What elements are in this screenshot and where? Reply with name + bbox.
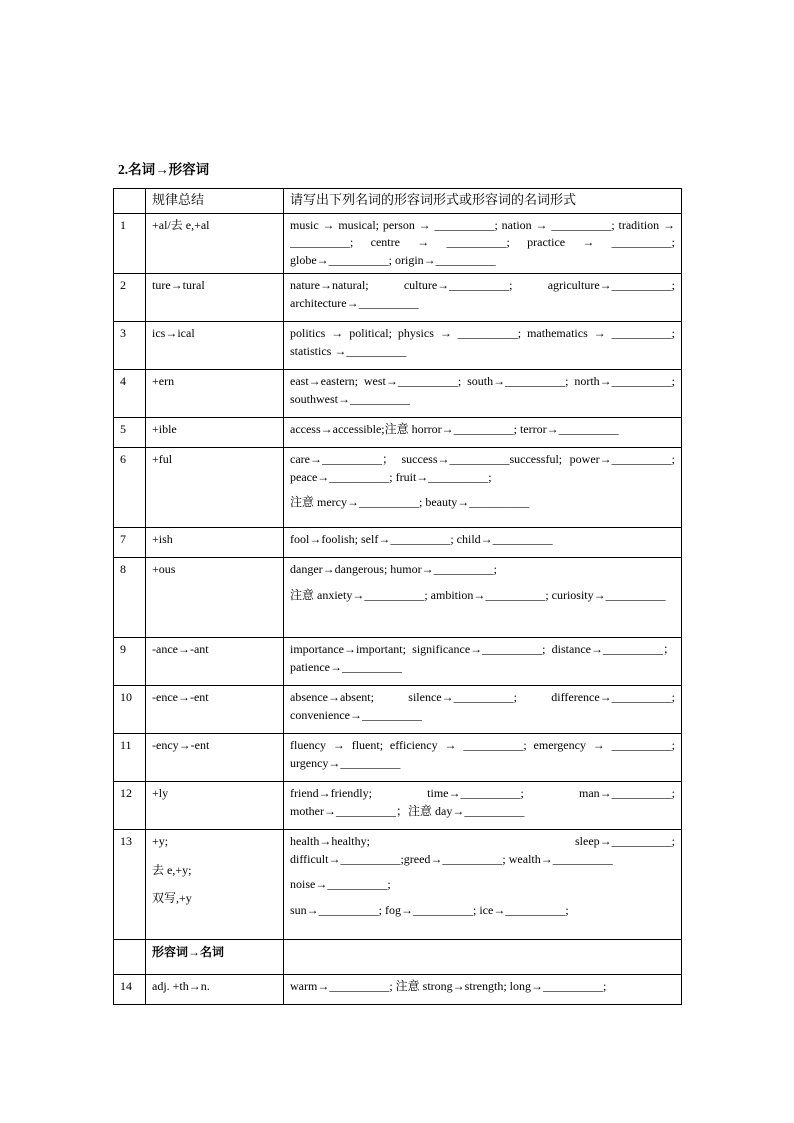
exercise-line: warm→__________; 注意 strong→strength; long→__________; bbox=[290, 978, 607, 993]
exercise-line: fluency → fluent; efficiency → __________; emergency → __________; urgency→__________ bbox=[290, 738, 675, 770]
rule-summary bbox=[146, 274, 284, 322]
row-number: 11 bbox=[114, 734, 146, 782]
header-task-cell: 请写出下列名词的形容词形式或形容词的名词形式 bbox=[284, 189, 682, 214]
exercise-cell bbox=[284, 558, 682, 638]
rule-line: +ful bbox=[152, 452, 173, 466]
rule-line: adj. +th→n. bbox=[152, 978, 210, 993]
rule-line: +ible bbox=[152, 422, 177, 436]
rule-summary bbox=[146, 418, 284, 448]
table-row bbox=[114, 370, 682, 418]
rule-summary bbox=[146, 322, 284, 370]
rule-line: ture→tural bbox=[152, 278, 205, 292]
rule-summary bbox=[146, 686, 284, 734]
row-number: 4 bbox=[114, 370, 146, 418]
row-number: 2 bbox=[114, 274, 146, 322]
rule-summary bbox=[146, 638, 284, 686]
table-row bbox=[114, 322, 682, 370]
rule-summary bbox=[146, 830, 284, 940]
exercise-cell bbox=[284, 734, 682, 782]
rule-summary bbox=[146, 370, 284, 418]
table-row bbox=[114, 213, 682, 274]
exercise-line: nature→natural; culture→__________; agriculture→__________; architecture→__________ bbox=[290, 278, 675, 310]
table-row bbox=[114, 974, 682, 1004]
table-row bbox=[114, 448, 682, 528]
exercise-line: sun→__________; fog→__________; ice→__________; bbox=[290, 902, 569, 917]
rule-line: 双写,+y bbox=[152, 891, 192, 905]
rule-summary bbox=[146, 782, 284, 830]
table-row bbox=[114, 274, 682, 322]
exercise-cell bbox=[284, 782, 682, 830]
table-header-row bbox=[114, 189, 682, 214]
exercise-line: danger→dangerous; humor→__________; bbox=[290, 562, 497, 576]
exercise-line: fool→foolish; self→__________; child→__________ bbox=[290, 532, 553, 546]
rule-line: +ly bbox=[152, 786, 169, 800]
exercise-line: health→healthy; sleep→__________; difficult→__________;greed→__________; wealth→__________ bbox=[290, 834, 675, 866]
rule-line: +y; bbox=[152, 834, 169, 848]
table-row bbox=[114, 734, 682, 782]
exercise-line: 注意 mercy→__________; beauty→__________ bbox=[290, 495, 530, 509]
section-empty-cell bbox=[284, 940, 682, 975]
exercise-line: care→__________； success→__________successful; power→__________; peace→__________; fruit→__________; bbox=[290, 452, 675, 484]
rule-line: -ance→-ant bbox=[152, 642, 209, 656]
word-formation-table bbox=[113, 188, 682, 1005]
rule-line: -ency→-ent bbox=[152, 738, 210, 752]
header-num-cell bbox=[114, 189, 146, 214]
exercise-cell bbox=[284, 322, 682, 370]
table-row bbox=[114, 418, 682, 448]
exercise-line: noise→__________; bbox=[290, 877, 391, 891]
section-num-cell bbox=[114, 940, 146, 975]
exercise-line: absence→absent; silence→__________; difference→__________; convenience→__________ bbox=[290, 690, 675, 722]
row-number: 5 bbox=[114, 418, 146, 448]
row-number: 12 bbox=[114, 782, 146, 830]
row-number: 7 bbox=[114, 528, 146, 558]
section-label: 形容词→名词 bbox=[146, 940, 284, 975]
row-number: 8 bbox=[114, 558, 146, 638]
rule-line: +al/去 e,+al bbox=[152, 217, 210, 232]
table-row bbox=[114, 686, 682, 734]
exercise-line: 注意 anxiety→__________; ambition→__________; curiosity→__________ bbox=[290, 587, 666, 602]
rule-line: +ous bbox=[152, 562, 176, 576]
exercise-line: east→eastern; west→__________; south→__________; north→__________; southwest→__________ bbox=[290, 374, 675, 406]
table-row bbox=[114, 638, 682, 686]
exercise-cell bbox=[284, 418, 682, 448]
exercise-cell bbox=[284, 974, 682, 1004]
exercise-line: politics → political; physics → __________; mathematics → __________; statistics →__________ bbox=[290, 326, 675, 358]
row-number: 14 bbox=[114, 974, 146, 1004]
rule-summary bbox=[146, 974, 284, 1004]
rule-summary bbox=[146, 213, 284, 274]
rule-summary bbox=[146, 558, 284, 638]
row-number: 1 bbox=[114, 213, 146, 274]
rule-line: 去 e,+y; bbox=[152, 862, 192, 877]
row-number: 9 bbox=[114, 638, 146, 686]
exercise-cell bbox=[284, 528, 682, 558]
exercise-cell bbox=[284, 686, 682, 734]
exercise-cell bbox=[284, 213, 682, 274]
exercise-cell bbox=[284, 448, 682, 528]
table-row bbox=[114, 558, 682, 638]
exercise-cell bbox=[284, 370, 682, 418]
table-row bbox=[114, 782, 682, 830]
exercise-line: friend→friendly; time→__________; man→__________; mother→__________；注意 day→__________ bbox=[290, 786, 675, 818]
row-number: 13 bbox=[114, 830, 146, 940]
rule-line: +ish bbox=[152, 532, 173, 546]
rule-line: ics→ical bbox=[152, 326, 195, 340]
row-number: 3 bbox=[114, 322, 146, 370]
exercise-line: access→accessible;注意 horror→__________; terror→__________ bbox=[290, 422, 619, 436]
rule-line: +ern bbox=[152, 374, 175, 388]
row-number: 6 bbox=[114, 448, 146, 528]
table-row bbox=[114, 830, 682, 940]
rule-summary bbox=[146, 528, 284, 558]
section-row bbox=[114, 940, 682, 975]
table-row bbox=[114, 528, 682, 558]
header-summary-cell: 规律总结 bbox=[146, 189, 284, 214]
rule-line: -ence→-ent bbox=[152, 690, 209, 704]
exercise-cell bbox=[284, 830, 682, 940]
exercise-cell bbox=[284, 638, 682, 686]
rule-summary bbox=[146, 448, 284, 528]
exercise-line: importance→important; significance→__________; distance→__________； patience→__________ bbox=[290, 642, 675, 674]
rule-summary bbox=[146, 734, 284, 782]
section-heading: 2.名词→形容词 bbox=[118, 162, 210, 177]
exercise-cell bbox=[284, 274, 682, 322]
exercise-line: music → musical; person → __________; nation → __________; tradition → __________; centre → __________; practice → __________; globe→__________; origin→__________ bbox=[290, 217, 675, 267]
row-number: 10 bbox=[114, 686, 146, 734]
